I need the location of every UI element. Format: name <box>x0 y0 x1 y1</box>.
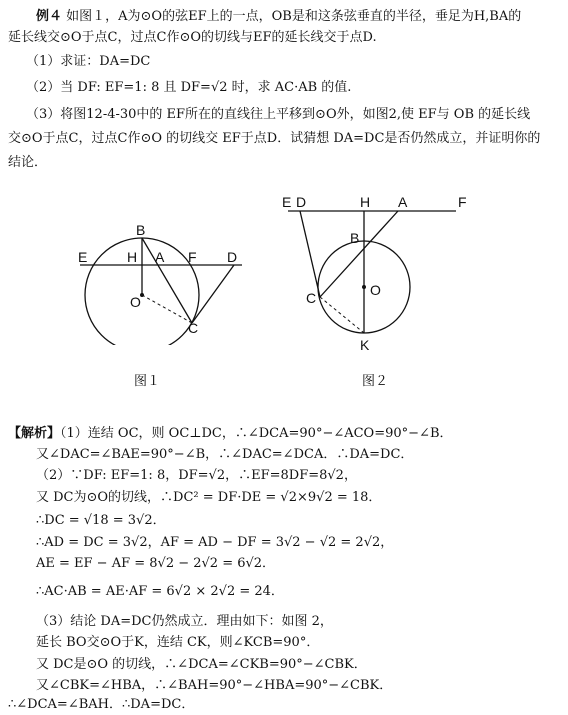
fig1-label-d: D <box>227 249 238 265</box>
figure-1-caption: 图１ <box>134 374 161 389</box>
problem-part-2: （2）当 DF: EF=1: 8 且 DF=√2 时，求 AC·AB 的值. <box>26 80 352 95</box>
fig2-label-e: E <box>282 194 292 210</box>
fig1-label-b: B <box>136 222 146 238</box>
solution-line-10: 延长 BO交⊙O于K，连结 CK，则∠KCB=90°． <box>36 635 320 650</box>
fig1-label-f: F <box>188 249 197 265</box>
figure-2-caption: 图２ <box>362 374 389 389</box>
fig1-label-c: C <box>188 320 199 336</box>
fig1-tangent-cd <box>192 265 234 323</box>
problem-label: 例４ <box>36 9 63 24</box>
solution-line-1: 【解析】（1）连结 OC，则 OC⊥DC，∴∠DCA=90°−∠ACO=90°−∠B． <box>8 426 453 441</box>
problem-part-3-line-3: 结论． <box>8 155 48 170</box>
solution-line-9: （3）结论 DA=DC仍然成立．理由如下：如图 2， <box>36 614 333 629</box>
fig1-line-bc <box>142 238 192 323</box>
solution-line-6: ∴AD = DC = 3√2，AF = AD − DF = 3√2 − √2 = 2√2， <box>36 535 394 550</box>
fig2-label-c: C <box>306 290 317 306</box>
fig1-label-o: O <box>130 294 141 310</box>
solution-heading: 【解析】 <box>8 426 61 441</box>
fig1-label-e: E <box>78 249 88 265</box>
solution-line-12: 又∠CBK=∠HBA，∴∠BAH=90°−∠HBA=90°−∠CBK． <box>36 678 393 693</box>
fig2-label-h: H <box>360 194 371 210</box>
fig2-label-d: D <box>296 194 307 210</box>
fig2-label-k: K <box>360 337 370 353</box>
solution-line-4: 又 DC为⊙O的切线，∴DC² = DF·DE = √2×9√2 = 18． <box>36 490 382 505</box>
problem-line-2: 延长线交⊙O于点C，过点C作⊙O的切线与EF的延长线交于点D. <box>8 30 377 45</box>
fig2-label-f: F <box>458 194 467 210</box>
fig2-tangent-dc <box>300 211 320 297</box>
problem-part-3-line-2: 交⊙O于点C，过点C作⊙O 的切线交 EF于点D．试猜想 DA=DC是否仍然成立，并证明你的 <box>8 131 541 146</box>
fig1-label-a: A <box>155 249 165 265</box>
solution-line-5: ∴DC = √18 = 3√2． <box>36 513 166 528</box>
figure-1-diagram <box>70 215 260 345</box>
problem-part-3-line-1: （3）将图12-4-30中的 EF所在的直线往上平移到⊙O外，如图2,使 EF与 OB 的延长线 <box>26 107 531 122</box>
solution-line-13: ∴∠DCA=∠BAH．∴DA=DC． <box>8 697 195 712</box>
fig1-label-h: H <box>127 249 138 265</box>
fig2-label-b: B <box>350 230 360 246</box>
solution-line-7: AE = EF − AF = 8√2 − 2√2 = 6√2． <box>36 556 276 571</box>
fig2-label-a: A <box>398 194 408 210</box>
solution-line-8: ∴AC·AB = AE·AF = 6√2 × 2√2 = 24． <box>36 584 284 599</box>
solution-line-2: 又∠DAC=∠BAE=90°−∠B，∴∠DAC=∠DCA．∴DA=DC． <box>36 447 414 462</box>
solution-line-11: 又 DC是⊙O 的切线，∴∠DCA=∠CKB=90°−∠CBK． <box>36 657 367 672</box>
problem-part-1: （1）求证：DA=DC <box>26 54 151 69</box>
fig2-label-o: O <box>370 282 381 298</box>
problem-line-1: 例４ 如图１，A为⊙O的弦EF上的一点，OB是和这条弦垂直的半径，垂足为H,BA的 <box>36 9 522 24</box>
solution-line-3: （2）∵DF: EF=1: 8，DF=√2，∴EF=8DF=8√2， <box>36 468 357 483</box>
fig2-center-point <box>362 285 366 289</box>
figure-2-diagram <box>280 185 480 355</box>
